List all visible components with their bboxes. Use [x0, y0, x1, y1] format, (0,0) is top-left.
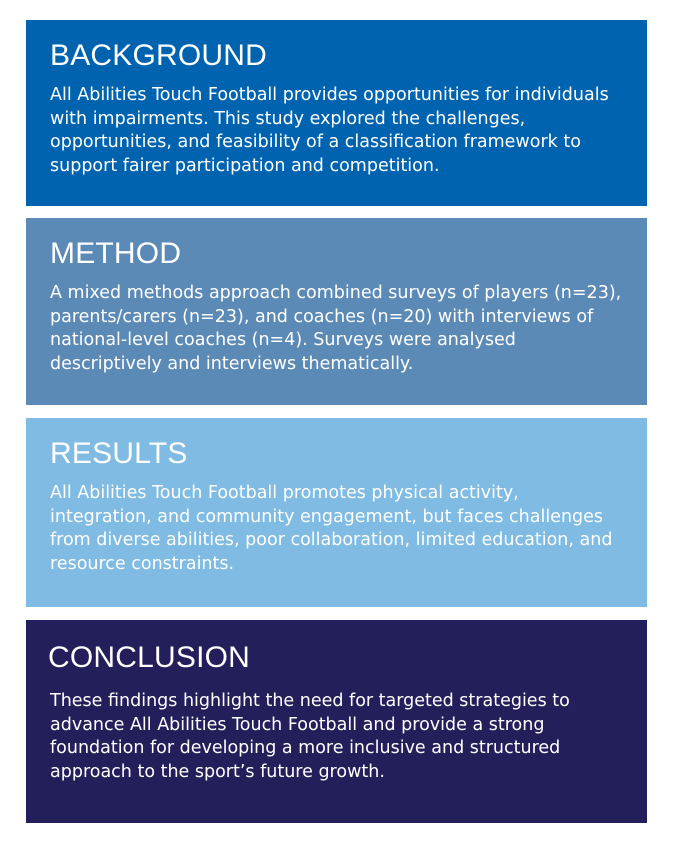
results-body: All Abilities Touch Football promotes physical activity, integration, and community engagement, but faces challenges from diverse abilities, poor collaboration, limited education, and resource constraints.	[50, 483, 613, 574]
background-section	[26, 20, 647, 206]
conclusion-body: These findings highlight the need for targeted strategies to advance All Abilities Touch Football and provide a strong foundation for developing a more inclusive and structured approach to the sport’s future growth.	[50, 691, 570, 782]
results-section	[26, 418, 647, 607]
conclusion-section	[26, 620, 647, 823]
method-body: A mixed methods approach combined surveys of players (n=23), parents/carers (n=23), and coaches (n=20) with interviews of national-level coaches (n=4). Surveys were analysed descriptively and interviews thematically.	[50, 283, 622, 374]
background-heading: BACKGROUND	[50, 39, 268, 72]
results-heading: RESULTS	[50, 437, 188, 470]
conclusion-heading: CONCLUSION	[48, 641, 251, 674]
method-heading: METHOD	[50, 237, 182, 270]
background-body: All Abilities Touch Football provides opportunities for individuals with impairments. This study explored the challenges, opportunities, and feasibility of a classification framework to support fairer participation and competition.	[50, 85, 609, 176]
method-section	[26, 218, 647, 405]
